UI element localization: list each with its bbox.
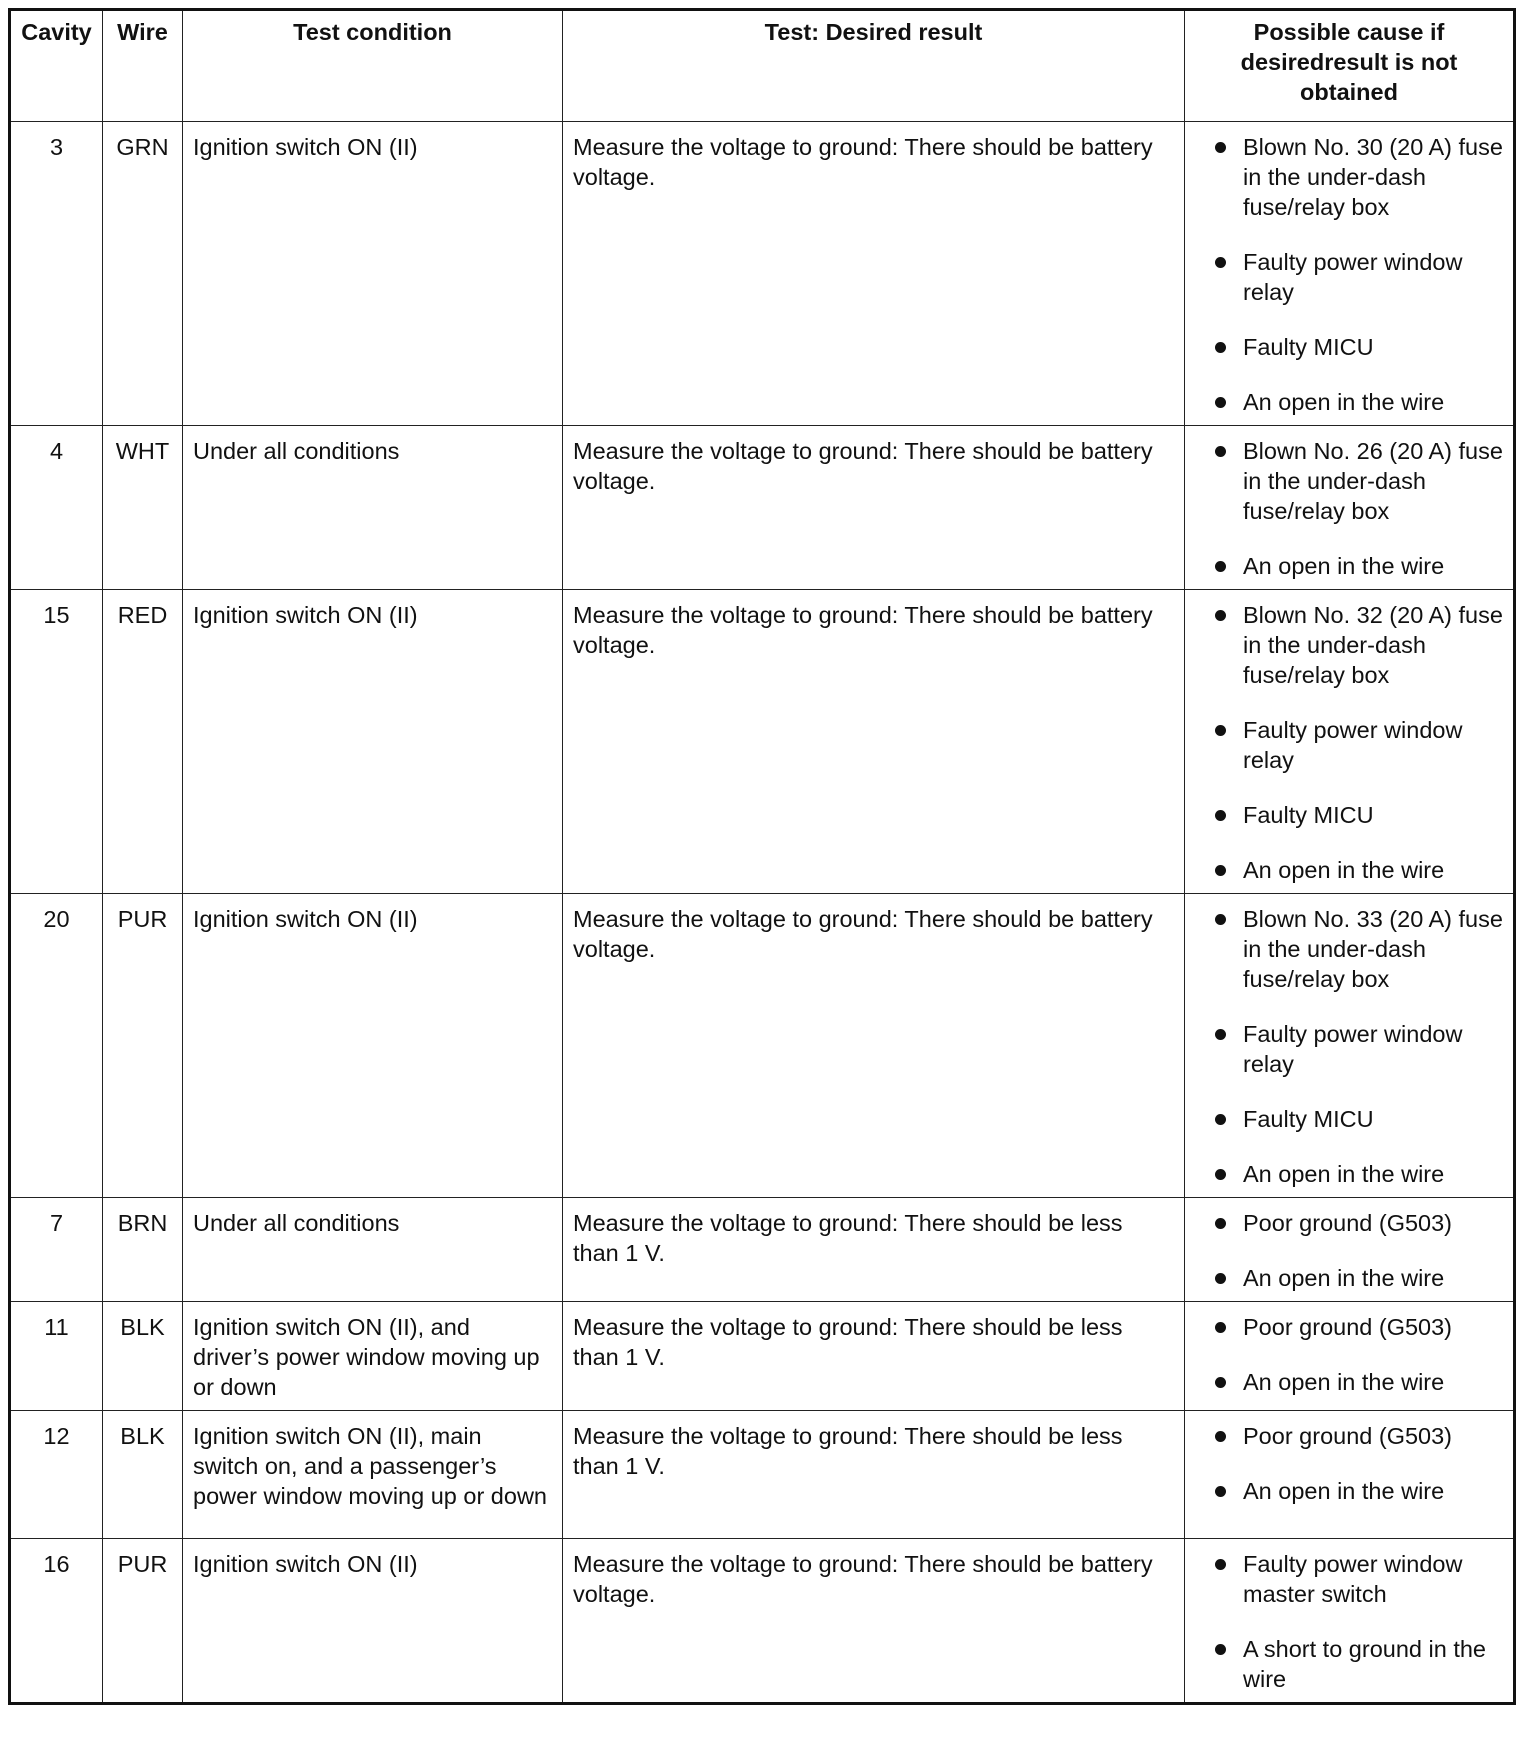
cause-item [1195,387,1503,417]
cause-text: An open in the wire [1243,1369,1445,1395]
bullet-icon [1215,142,1226,153]
header-possible-cause: Possible cause if desiredresult is not obtained [1185,10,1515,122]
cell-test-condition: Ignition switch ON (II) [183,1539,563,1704]
cell-wire: RED [103,590,183,894]
table-row [10,894,1515,1198]
cause-item [1195,247,1503,307]
bullet-icon [1215,1218,1226,1229]
cell-test-result: Measure the voltage to ground: There should be battery voltage. [563,122,1185,426]
bullet-icon [1215,257,1226,268]
table-row [10,1198,1515,1302]
cause-item [1195,1549,1503,1609]
cell-cavity: 16 [10,1539,103,1704]
header-test-result: Test: Desired result [563,10,1185,122]
cell-cavity: 15 [10,590,103,894]
cell-test-result: Measure the voltage to ground: There should be less than 1 V. [563,1302,1185,1411]
bullet-icon [1215,397,1226,408]
cause-list [1195,436,1503,581]
bullet-icon [1215,1322,1226,1333]
troubleshooting-table-wrapper [8,8,1513,1705]
cause-text: An open in the wire [1243,389,1445,415]
cause-text: A short to ground in the wire [1243,1636,1486,1692]
cause-text: Poor ground (G503) [1243,1314,1453,1340]
cause-item [1195,1367,1503,1397]
table-row [10,122,1515,426]
cause-text: Blown No. 26 (20 A) fuse in the under-dash fuse/relay box [1243,438,1503,524]
cause-text: An open in the wire [1243,1478,1445,1504]
bullet-icon [1215,1029,1226,1040]
cell-wire: PUR [103,1539,183,1704]
cell-test-result: Measure the voltage to ground: There should be less than 1 V. [563,1411,1185,1539]
cause-list [1195,1549,1503,1694]
cell-possible-cause [1185,1302,1515,1411]
bullet-icon [1215,342,1226,353]
cell-test-condition: Ignition switch ON (II) [183,590,563,894]
header-row [10,10,1515,122]
cell-test-condition: Under all conditions [183,426,563,590]
bullet-icon [1215,561,1226,572]
bullet-icon [1215,865,1226,876]
cell-possible-cause [1185,122,1515,426]
cell-possible-cause [1185,426,1515,590]
troubleshooting-table [8,8,1516,1705]
bullet-icon [1215,810,1226,821]
cause-list [1195,1421,1503,1506]
cause-item [1195,1104,1503,1134]
header-cavity: Cavity [10,10,103,122]
bullet-icon [1215,1114,1226,1125]
cause-text: An open in the wire [1243,553,1445,579]
cell-test-condition: Ignition switch ON (II) [183,122,563,426]
cause-text: Blown No. 32 (20 A) fuse in the under-dash fuse/relay box [1243,602,1503,688]
cell-wire: BLK [103,1411,183,1539]
cause-list [1195,132,1503,417]
cell-cavity: 11 [10,1302,103,1411]
cause-text: Faulty MICU [1243,334,1374,360]
table-row [10,1302,1515,1411]
cause-list [1195,904,1503,1189]
cause-item [1195,600,1503,690]
cell-test-result: Measure the voltage to ground: There should be battery voltage. [563,1539,1185,1704]
cause-text: Poor ground (G503) [1243,1210,1453,1236]
cause-item [1195,1263,1503,1293]
table-body [10,122,1515,1704]
cause-text: Faulty power window relay [1243,1021,1463,1077]
cause-list [1195,600,1503,885]
cell-cavity: 7 [10,1198,103,1302]
cause-item [1195,800,1503,830]
cause-item [1195,1476,1503,1506]
cause-text: Faulty power window relay [1243,717,1463,773]
cause-text: Faulty power window master switch [1243,1551,1463,1607]
cell-possible-cause [1185,894,1515,1198]
cause-item [1195,715,1503,775]
cell-wire: BRN [103,1198,183,1302]
cause-item [1195,1634,1503,1694]
bullet-icon [1215,610,1226,621]
cause-text: Faulty power window relay [1243,249,1463,305]
cause-text: Poor ground (G503) [1243,1423,1453,1449]
bullet-icon [1215,446,1226,457]
cause-item [1195,551,1503,581]
table-row [10,426,1515,590]
bullet-icon [1215,1377,1226,1388]
cell-cavity: 12 [10,1411,103,1539]
header-test-condition: Test condition [183,10,563,122]
cause-item [1195,1208,1503,1238]
cause-item [1195,1421,1503,1451]
bullet-icon [1215,1644,1226,1655]
cell-test-condition: Ignition switch ON (II), main switch on, and a passenger’s power window moving up or down [183,1411,563,1539]
cause-item [1195,855,1503,885]
cell-cavity: 3 [10,122,103,426]
cell-cavity: 20 [10,894,103,1198]
cell-wire: PUR [103,894,183,1198]
table-row [10,1539,1515,1704]
cause-text: Blown No. 33 (20 A) fuse in the under-dash fuse/relay box [1243,906,1503,992]
cell-wire: BLK [103,1302,183,1411]
bullet-icon [1215,914,1226,925]
cell-possible-cause [1185,590,1515,894]
cell-cavity: 4 [10,426,103,590]
cell-test-result: Measure the voltage to ground: There should be battery voltage. [563,894,1185,1198]
cause-item [1195,436,1503,526]
table-row [10,1411,1515,1539]
cell-test-condition: Ignition switch ON (II) [183,894,563,1198]
cause-text: Faulty MICU [1243,1106,1374,1132]
cell-wire: WHT [103,426,183,590]
cause-list [1195,1312,1503,1397]
cause-text: Faulty MICU [1243,802,1374,828]
table-row [10,590,1515,894]
cell-possible-cause [1185,1411,1515,1539]
cell-wire: GRN [103,122,183,426]
cell-possible-cause [1185,1539,1515,1704]
cause-text: An open in the wire [1243,857,1445,883]
cause-text: An open in the wire [1243,1161,1445,1187]
bullet-icon [1215,725,1226,736]
cause-item [1195,332,1503,362]
bullet-icon [1215,1486,1226,1497]
bullet-icon [1215,1273,1226,1284]
cause-item [1195,1312,1503,1342]
bullet-icon [1215,1559,1226,1570]
cause-text: Blown No. 30 (20 A) fuse in the under-dash fuse/relay box [1243,134,1503,220]
cause-text: An open in the wire [1243,1265,1445,1291]
cause-item [1195,904,1503,994]
cell-test-condition: Ignition switch ON (II), and driver’s power window moving up or down [183,1302,563,1411]
cell-test-result: Measure the voltage to ground: There should be battery voltage. [563,590,1185,894]
bullet-icon [1215,1431,1226,1442]
cell-test-condition: Under all conditions [183,1198,563,1302]
cell-possible-cause [1185,1198,1515,1302]
header-wire: Wire [103,10,183,122]
cell-test-result: Measure the voltage to ground: There should be battery voltage. [563,426,1185,590]
cause-item [1195,1019,1503,1079]
cell-test-result: Measure the voltage to ground: There should be less than 1 V. [563,1198,1185,1302]
cause-list [1195,1208,1503,1293]
cause-item [1195,132,1503,222]
bullet-icon [1215,1169,1226,1180]
cause-item [1195,1159,1503,1189]
